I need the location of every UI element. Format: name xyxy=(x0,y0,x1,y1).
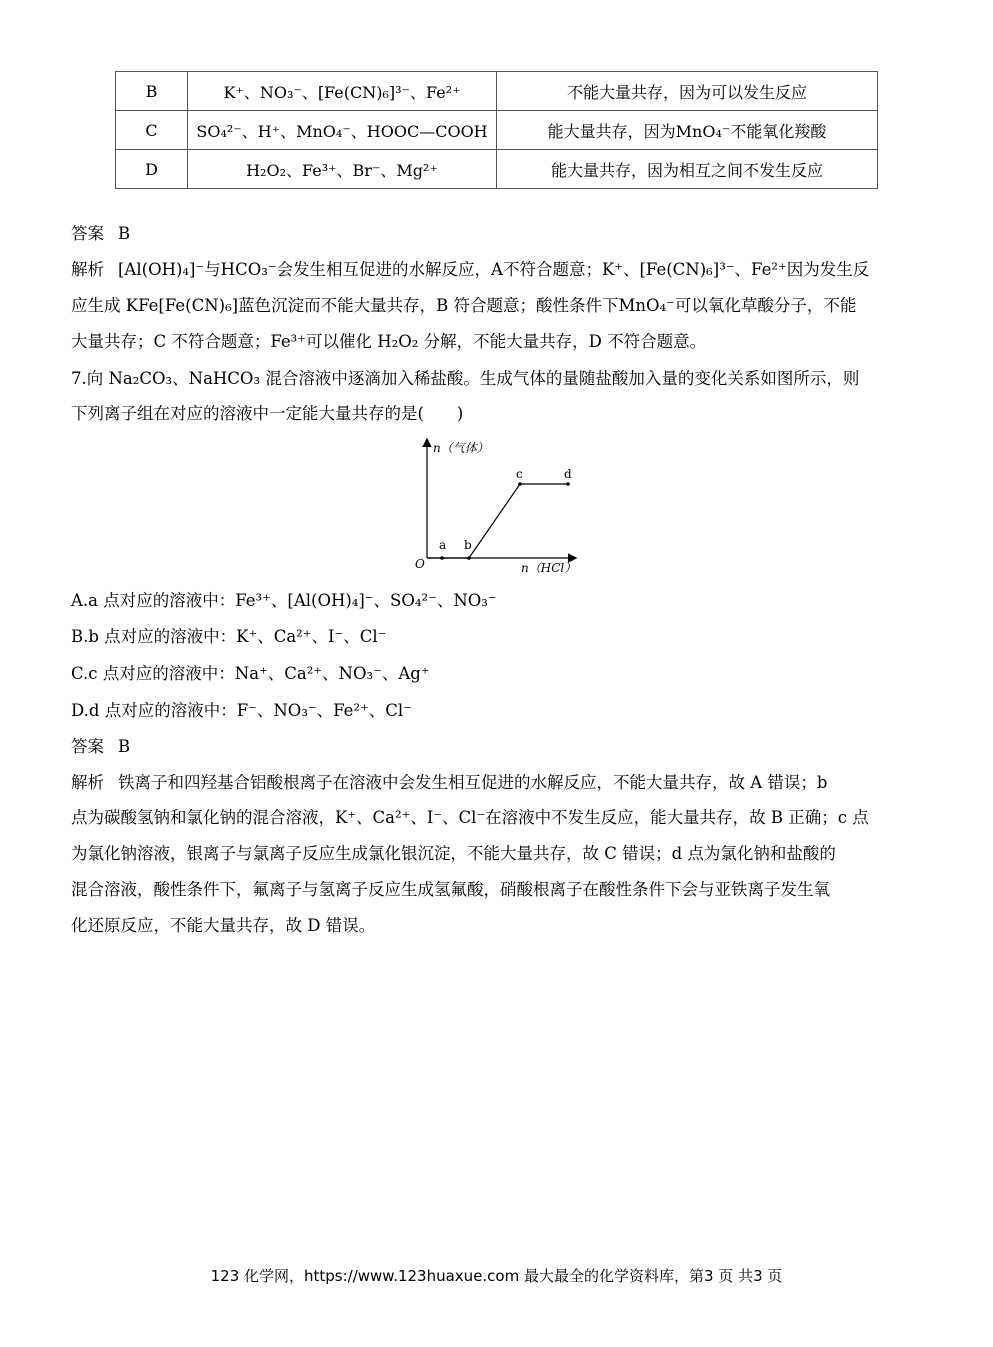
point-d-label: d xyxy=(564,467,572,481)
answer-value: B xyxy=(118,224,131,243)
question-7-line-1: 7.向 Na₂CO₃、NaHCO₃ 混合溶液中逐滴加入稀盐酸。生成气体的量随盐酸加入量的变化关系如图所示，则 xyxy=(71,369,860,388)
analysis-label: 解析 xyxy=(71,773,104,792)
row-judgement: 能大量共存，因为相互之间不发生反应 xyxy=(497,150,878,189)
row-ions: SO₄²⁻、H⁺、MnO₄⁻、HOOC—COOH xyxy=(188,111,497,150)
gas-vs-hcl-graph xyxy=(405,432,585,580)
point-a-label: a xyxy=(439,538,447,552)
row-label: B xyxy=(116,72,188,111)
table-row xyxy=(116,111,878,150)
y-axis-label: n（气体） xyxy=(433,441,489,455)
option-d: D.d 点对应的溶液中：F⁻、NO₃⁻、Fe²⁺、Cl⁻ xyxy=(71,701,412,720)
analysis-7-line-1 xyxy=(71,772,921,794)
analysis-7-line-5: 化还原反应，不能大量共存，故 D 错误。 xyxy=(71,916,376,935)
point-d xyxy=(566,482,570,486)
point-a xyxy=(440,556,444,560)
x-axis-label: n（HCl） xyxy=(521,561,577,575)
answer-value: B xyxy=(118,737,131,756)
analysis-6-line-3: 大量共存；C 不符合题意；Fe³⁺可以催化 H₂O₂ 分解，不能大量共存，D 不符合题意。 xyxy=(71,332,707,351)
options-table xyxy=(115,71,878,189)
analysis-7-line-3: 为氯化钠溶液，银离子与氯离子反应生成氯化银沉淀，不能大量共存，故 C 错误；d 点为氯化钠和盐酸的 xyxy=(71,844,836,863)
table-row xyxy=(116,150,878,189)
answer-6 xyxy=(71,223,921,245)
option-a: A.a 点对应的溶液中：Fe³⁺、[Al(OH)₄]⁻、SO₄²⁻、NO₃⁻ xyxy=(71,591,497,610)
point-c xyxy=(518,482,522,486)
answer-7 xyxy=(71,736,921,758)
question-7-line-2: 下列离子组在对应的溶液中一定能大量共存的是( ) xyxy=(71,404,464,423)
point-b xyxy=(467,556,471,560)
option-c: C.c 点对应的溶液中：Na⁺、Ca²⁺、NO₃⁻、Ag⁺ xyxy=(71,664,430,683)
row-label: D xyxy=(116,150,188,189)
answer-label: 答案 xyxy=(71,224,104,243)
row-judgement: 能大量共存，因为MnO₄⁻不能氧化羧酸 xyxy=(497,111,878,150)
point-c-label: c xyxy=(516,467,523,481)
gas-curve xyxy=(427,484,568,558)
analysis-label: 解析 xyxy=(71,260,104,279)
page-footer: 123 化学网，https://www.123huaxue.com 最大最全的化学资料库，第3 页 共3 页 xyxy=(210,1267,783,1285)
row-ions: K⁺、NO₃⁻、[Fe(CN)₆]³⁻、Fe²⁺ xyxy=(188,72,497,111)
point-b-label: b xyxy=(464,538,472,552)
origin-label: O xyxy=(415,557,425,571)
analysis-7-line-2: 点为碳酸氢钠和氯化钠的混合溶液，K⁺、Ca²⁺、I⁻、Cl⁻在溶液中不发生反应，能大量共存，故 B 正确；c 点 xyxy=(71,808,869,827)
analysis-6-line-1 xyxy=(71,259,921,281)
analysis-text: [Al(OH)₄]⁻与HCO₃⁻会发生相互促进的水解反应，A不符合题意；K⁺、[Fe(CN)₆]³⁻、Fe²⁺因为发生反 xyxy=(118,260,870,279)
analysis-7-line-4: 混合溶液，酸性条件下，氟离子与氢离子反应生成氢氟酸，硝酸根离子在酸性条件下会与亚铁离子发生氧 xyxy=(71,880,830,899)
answer-label: 答案 xyxy=(71,737,104,756)
row-judgement: 不能大量共存，因为可以发生反应 xyxy=(497,72,878,111)
analysis-text: 铁离子和四羟基合铝酸根离子在溶液中会发生相互促进的水解反应，不能大量共存，故 A 错误；b xyxy=(118,773,828,792)
row-label: C xyxy=(116,111,188,150)
table-row xyxy=(116,72,878,111)
row-ions: H₂O₂、Fe³⁺、Br⁻、Mg²⁺ xyxy=(188,150,497,189)
option-b: B.b 点对应的溶液中：K⁺、Ca²⁺、I⁻、Cl⁻ xyxy=(71,627,387,646)
analysis-6-line-2: 应生成 KFe[Fe(CN)₆]蓝色沉淀而不能大量共存，B 符合题意；酸性条件下MnO₄⁻可以氧化草酸分子，不能 xyxy=(71,296,857,315)
